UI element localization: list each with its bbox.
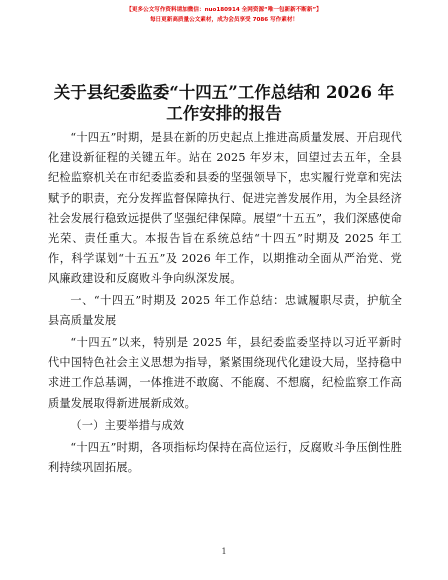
section-heading-1: 一、“十四五”时期及 2025 年工作总结：忠诚履职尽责，护航全县高质量发展 (48, 293, 402, 327)
paragraph-summary: “十四五”以来，特别是 2025 年，县纪委监委坚持以习近平新时代中国特色社会主义思想为指导，紧紧围绕现代化建设大局，坚持稳中求进工作总基调，一体推进不敢腐、不能腐、不想腐，纪检监察工作高质量发展取得新进展新成效。 (48, 336, 402, 410)
page-number: 1 (221, 547, 227, 556)
promo-banner (0, 0, 448, 32)
banner-line-2: 每日更新高质量公文素材，成为会员享受 7086 写作素材！ (149, 17, 299, 23)
paragraph-intro: “十四五”时期，是县在新的历史起点上推进高质量发展、开启现代化建设新征程的关键五年。站在 2025 年岁末，回望过去五年，全县纪检监察机关在市纪委监委和县委的坚强领导下，忠实履行党章和宪法赋予的职责，充分发挥监督保障执行、促进完善发展作用，为全县经济社会发展行稳致远提供了坚强纪律保障。展望“十五五”，我们深感使命光荣、责任重大。本报告旨在系统总结“十四五”时期及 2025 年工作，科学谋划“十五五”及 2026 年工作，以期推动全面从严治党、党风廉政建设和反腐败斗争向纵深发展。 (48, 131, 402, 286)
subsection-heading-1: （一）主要举措与成效 (70, 418, 185, 432)
document-body (48, 128, 402, 478)
title-line-2: 工作安排的报告 (166, 104, 282, 123)
document-title (40, 82, 408, 124)
banner-line-1: 【更多公文写作资料请加微信：nuo180914 全网资源“唯一包新新不断新”】 (126, 7, 322, 13)
paragraph-results: “十四五”时期，各项指标均保持在高位运行，反腐败斗争压倒性胜利持续巩固拓展。 (48, 441, 402, 475)
title-line-1: 关于县纪委监委“十四五”工作总结和 2026 年 (53, 83, 395, 102)
